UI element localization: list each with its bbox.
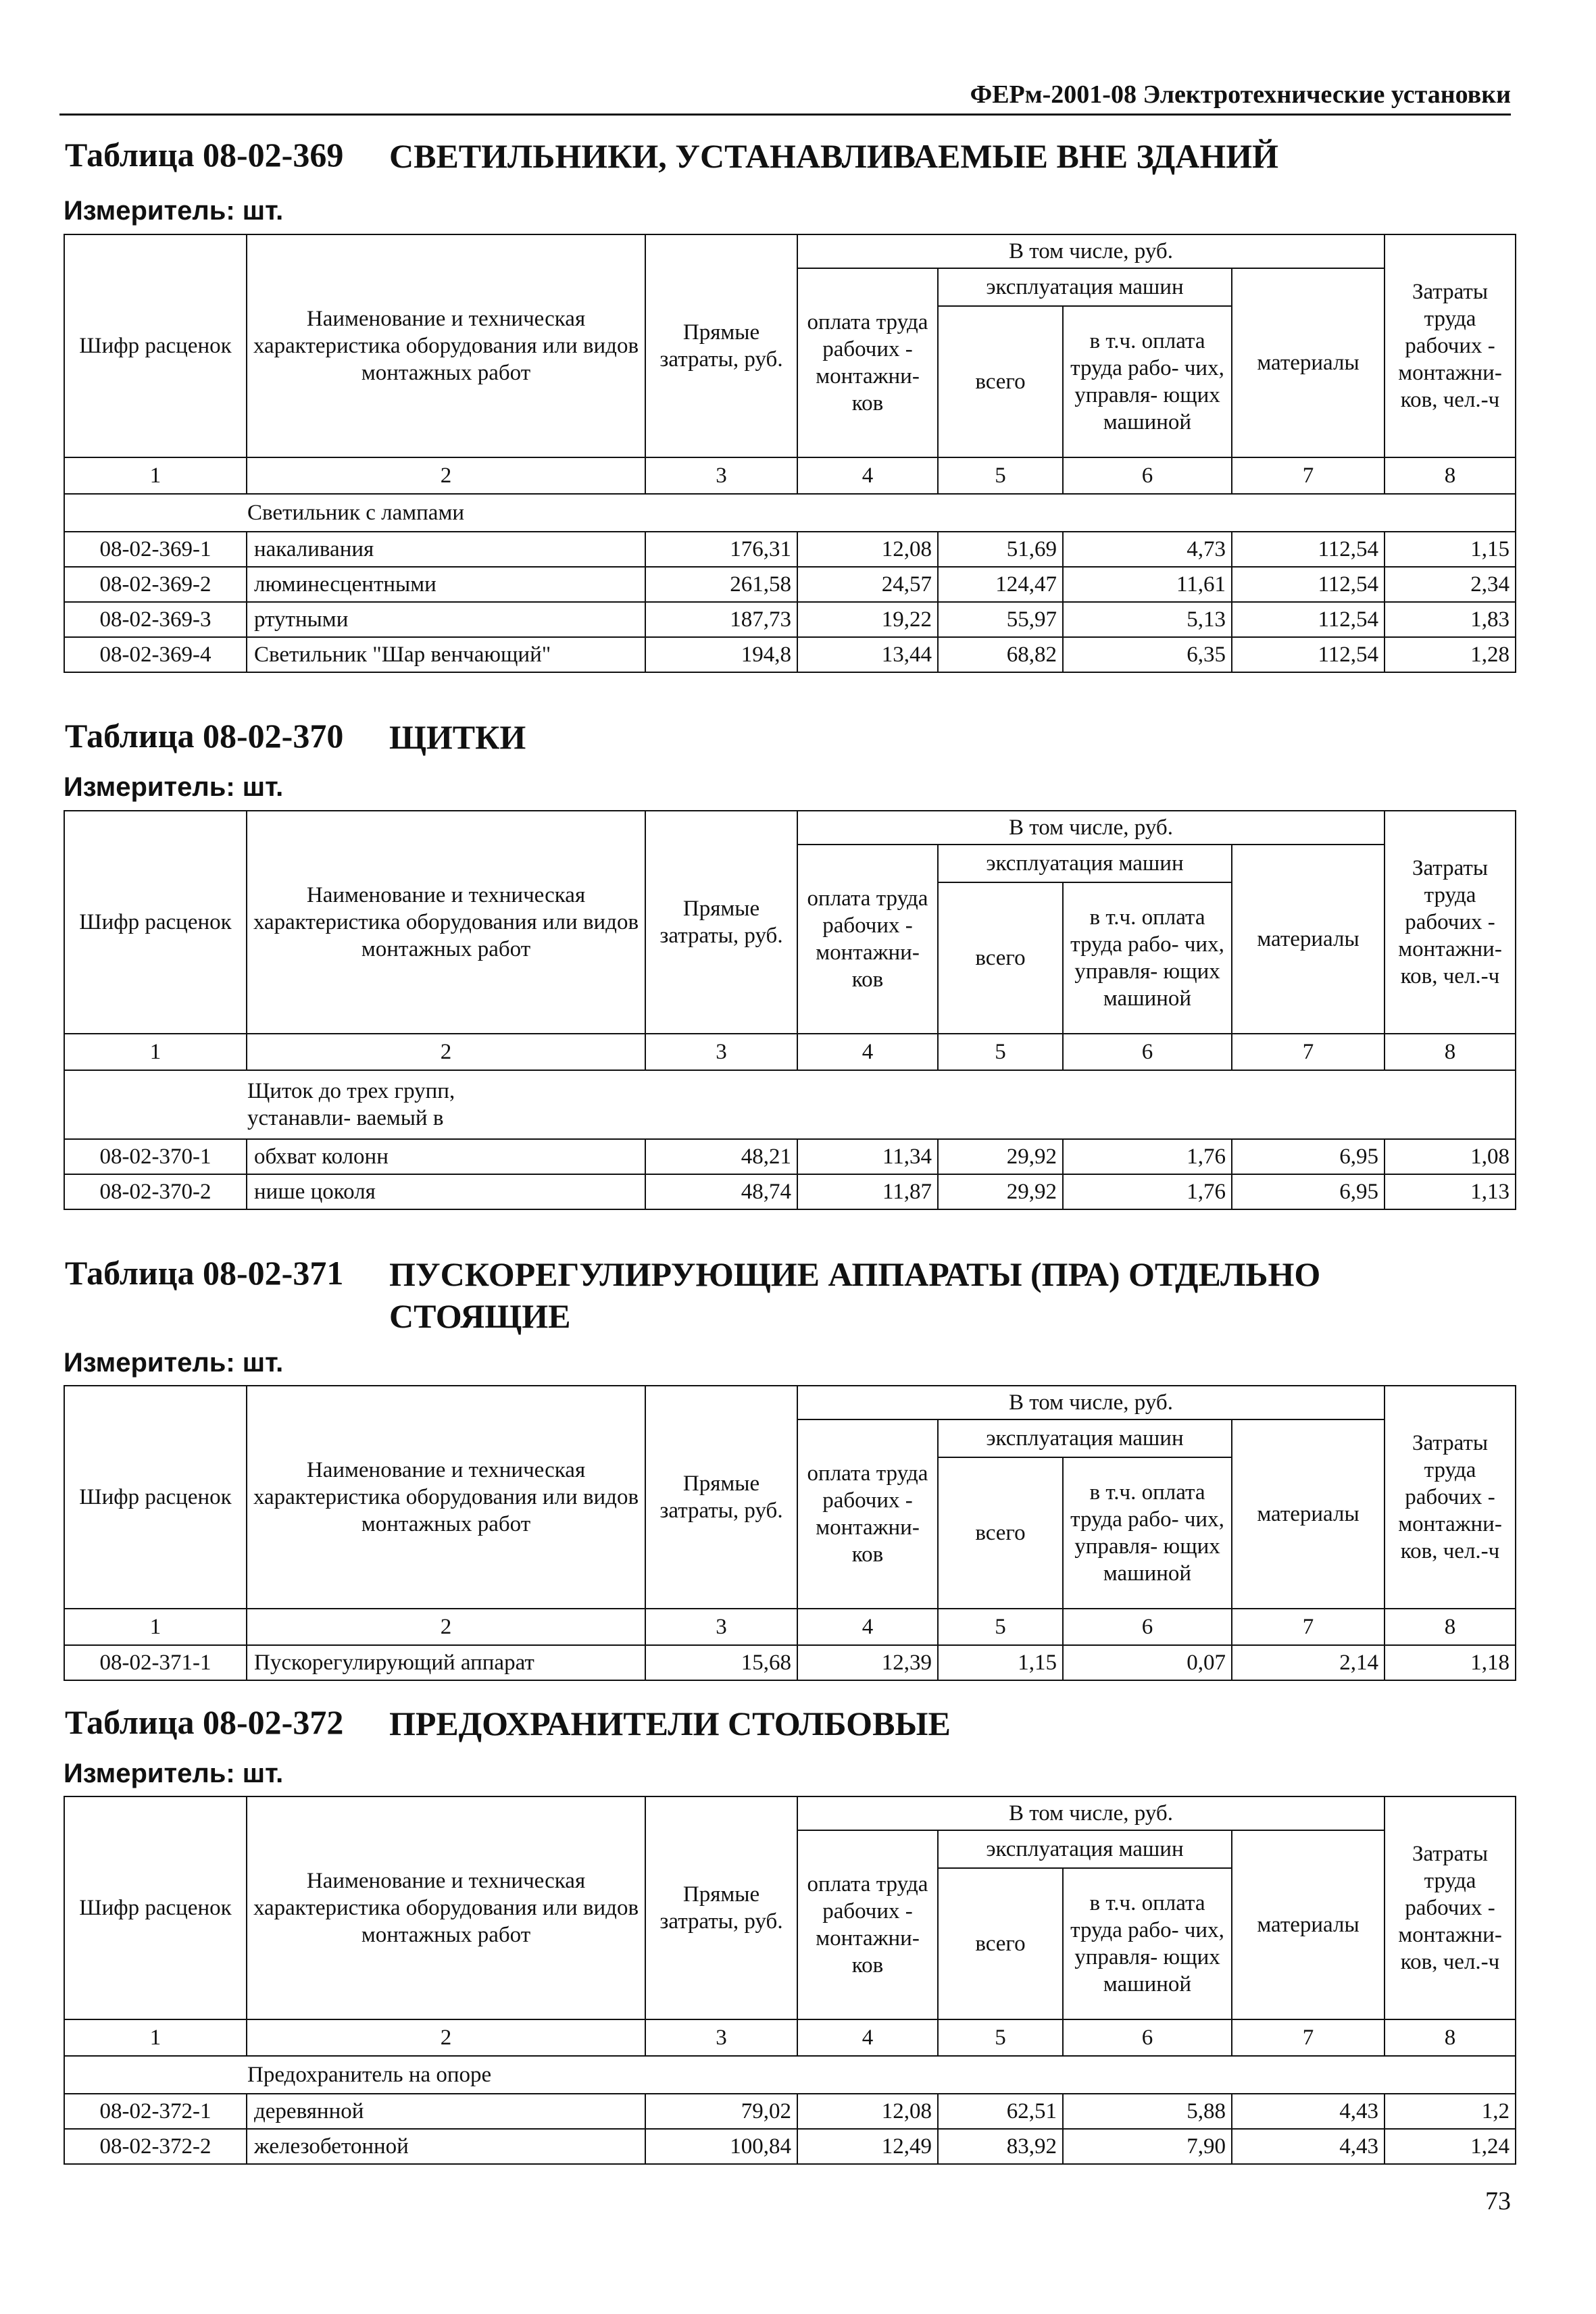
- table-row: [64, 1174, 1516, 1209]
- value-cell: 4,43: [1232, 2094, 1385, 2129]
- value-cell: 5,88: [1063, 2094, 1232, 2129]
- value-cell: 6,95: [1232, 1139, 1385, 1174]
- header-name: Наименование и техническая характеристика оборудования или видов монтажных работ: [247, 234, 645, 457]
- rate-code: 08-02-369-1: [64, 532, 247, 567]
- value-cell: 24,57: [797, 567, 938, 602]
- value-cell: 11,87: [797, 1174, 938, 1209]
- value-cell: 5,13: [1063, 602, 1232, 637]
- value-cell: 12,08: [797, 532, 938, 567]
- header-machine-wage: в т.ч. оплата труда рабо- чих, управля- ющих машиной: [1063, 1457, 1232, 1609]
- rate-code: 08-02-372-1: [64, 2094, 247, 2129]
- work-name: обхват колонн: [247, 1139, 645, 1174]
- column-number: 2: [247, 457, 645, 494]
- column-number: 8: [1385, 457, 1516, 494]
- work-name: ртутными: [247, 602, 645, 637]
- column-number: 4: [797, 457, 938, 494]
- header-materials: материалы: [1232, 1830, 1385, 2019]
- table-number: Таблица 08-02-372: [65, 1703, 344, 1741]
- header-labor: Затраты труда рабочих - монтажни- ков, чел.-ч: [1385, 1386, 1516, 1609]
- value-cell: 12,08: [797, 2094, 938, 2129]
- header-wage: оплата труда рабочих - монтажни- ков: [797, 268, 938, 457]
- column-number: 5: [938, 457, 1063, 494]
- header-materials: материалы: [1232, 268, 1385, 457]
- value-cell: 112,54: [1232, 637, 1385, 672]
- price-table: [64, 234, 1516, 673]
- group-label: Светильник с лампами: [64, 494, 1516, 532]
- rate-code: 08-02-370-1: [64, 1139, 247, 1174]
- value-cell: 29,92: [938, 1174, 1063, 1209]
- value-cell: 51,69: [938, 532, 1063, 567]
- value-cell: 1,76: [1063, 1174, 1232, 1209]
- value-cell: 1,15: [1385, 532, 1516, 567]
- header-direct-costs: Прямые затраты, руб.: [645, 1386, 797, 1609]
- price-table: [64, 1796, 1516, 2165]
- column-number: 1: [64, 1034, 247, 1070]
- value-cell: 68,82: [938, 637, 1063, 672]
- value-cell: 1,15: [938, 1645, 1063, 1680]
- value-cell: 112,54: [1232, 532, 1385, 567]
- value-cell: 2,34: [1385, 567, 1516, 602]
- column-number: 6: [1063, 457, 1232, 494]
- work-name: Светильник "Шар венчающий": [247, 637, 645, 672]
- value-cell: 100,84: [645, 2129, 797, 2164]
- value-cell: 194,8: [645, 637, 797, 672]
- column-number: 5: [938, 1609, 1063, 1645]
- header-wage: оплата труда рабочих - монтажни- ков: [797, 1419, 938, 1609]
- header-materials: материалы: [1232, 1419, 1385, 1609]
- header-machine-operation: эксплуатация машин: [938, 1419, 1232, 1457]
- header-code: Шифр расценок: [64, 1796, 247, 2019]
- value-cell: 261,58: [645, 567, 797, 602]
- value-cell: 12,49: [797, 2129, 938, 2164]
- value-cell: 124,47: [938, 567, 1063, 602]
- value-cell: 6,95: [1232, 1174, 1385, 1209]
- header-name: Наименование и техническая характеристика оборудования или видов монтажных работ: [247, 1796, 645, 2019]
- value-cell: 12,39: [797, 1645, 938, 1680]
- table-row: [64, 1139, 1516, 1174]
- value-cell: 29,92: [938, 1139, 1063, 1174]
- header-machine-total: всего: [938, 1868, 1063, 2019]
- column-number: 1: [64, 2019, 247, 2056]
- rate-code: 08-02-369-2: [64, 567, 247, 602]
- header-name: Наименование и техническая характеристика оборудования или видов монтажных работ: [247, 1386, 645, 1609]
- value-cell: 176,31: [645, 532, 797, 567]
- table-name: ЩИТКИ: [389, 718, 526, 756]
- value-cell: 79,02: [645, 2094, 797, 2129]
- column-number: 5: [938, 2019, 1063, 2056]
- value-cell: 112,54: [1232, 602, 1385, 637]
- value-cell: 11,34: [797, 1139, 938, 1174]
- running-header: ФЕРм-2001-08 Электротехнические установки: [59, 80, 1511, 116]
- value-cell: 0,07: [1063, 1645, 1232, 1680]
- column-number: 2: [247, 1034, 645, 1070]
- value-cell: 19,22: [797, 602, 938, 637]
- header-code: Шифр расценок: [64, 811, 247, 1034]
- column-number: 2: [247, 2019, 645, 2056]
- column-number: 6: [1063, 1609, 1232, 1645]
- header-machine-total: всего: [938, 882, 1063, 1034]
- header-including: В том числе, руб.: [797, 811, 1385, 845]
- value-cell: 1,08: [1385, 1139, 1516, 1174]
- header-materials: материалы: [1232, 845, 1385, 1034]
- column-number: 4: [797, 1034, 938, 1070]
- value-cell: 1,76: [1063, 1139, 1232, 1174]
- header-including: В том числе, руб.: [797, 1386, 1385, 1419]
- group-label: Предохранитель на опоре: [64, 2056, 1516, 2094]
- header-wage: оплата труда рабочих - монтажни- ков: [797, 1830, 938, 2019]
- table-number: Таблица 08-02-370: [65, 717, 344, 755]
- measurement-unit: Измеритель: шт.: [64, 1759, 284, 1788]
- header-machine-wage: в т.ч. оплата труда рабо- чих, управля- ющих машиной: [1063, 882, 1232, 1034]
- rate-code: 08-02-372-2: [64, 2129, 247, 2164]
- table-row: [64, 637, 1516, 672]
- table-row: [64, 1645, 1516, 1680]
- column-number: 3: [645, 457, 797, 494]
- work-name: деревянной: [247, 2094, 645, 2129]
- value-cell: 48,74: [645, 1174, 797, 1209]
- price-table: [64, 1385, 1516, 1681]
- table-row: [64, 532, 1516, 567]
- column-number: 6: [1063, 2019, 1232, 2056]
- value-cell: 2,14: [1232, 1645, 1385, 1680]
- measurement-unit: Измеритель: шт.: [64, 772, 284, 802]
- value-cell: 1,83: [1385, 602, 1516, 637]
- table-title: [65, 1253, 1484, 1337]
- header-including: В том числе, руб.: [797, 234, 1385, 268]
- header-code: Шифр расценок: [64, 1386, 247, 1609]
- measurement-unit: Измеритель: шт.: [64, 196, 284, 226]
- header-machine-total: всего: [938, 1457, 1063, 1609]
- header-wage: оплата труда рабочих - монтажни- ков: [797, 845, 938, 1034]
- value-cell: 13,44: [797, 637, 938, 672]
- rate-code: 08-02-369-3: [64, 602, 247, 637]
- table-row: [64, 602, 1516, 637]
- value-cell: 187,73: [645, 602, 797, 637]
- value-cell: 62,51: [938, 2094, 1063, 2129]
- header-machine-total: всего: [938, 306, 1063, 457]
- value-cell: 4,43: [1232, 2129, 1385, 2164]
- value-cell: 6,35: [1063, 637, 1232, 672]
- column-number: 7: [1232, 457, 1385, 494]
- header-machine-operation: эксплуатация машин: [938, 1830, 1232, 1868]
- table-name: ПУСКОРЕГУЛИРУЮЩИЕ АППАРАТЫ (ПРА) ОТДЕЛЬНО СТОЯЩИЕ: [389, 1255, 1321, 1335]
- column-number: 8: [1385, 1034, 1516, 1070]
- table-title: [65, 135, 1484, 177]
- value-cell: 11,61: [1063, 567, 1232, 602]
- work-name: нише цоколя: [247, 1174, 645, 1209]
- rate-code: 08-02-369-4: [64, 637, 247, 672]
- value-cell: 7,90: [1063, 2129, 1232, 2164]
- column-number: 3: [645, 2019, 797, 2056]
- column-number: 7: [1232, 1034, 1385, 1070]
- column-number: 3: [645, 1034, 797, 1070]
- value-cell: 15,68: [645, 1645, 797, 1680]
- value-cell: 112,54: [1232, 567, 1385, 602]
- table-row: [64, 567, 1516, 602]
- column-number: 4: [797, 1609, 938, 1645]
- value-cell: 48,21: [645, 1139, 797, 1174]
- value-cell: 4,73: [1063, 532, 1232, 567]
- value-cell: 83,92: [938, 2129, 1063, 2164]
- value-cell: 1,13: [1385, 1174, 1516, 1209]
- group-label: Щиток до трех групп, устанавли- ваемый в: [64, 1070, 1516, 1139]
- rate-code: 08-02-370-2: [64, 1174, 247, 1209]
- column-number: 1: [64, 1609, 247, 1645]
- column-number: 2: [247, 1609, 645, 1645]
- table-row: [64, 2094, 1516, 2129]
- column-number: 7: [1232, 2019, 1385, 2056]
- column-number: 1: [64, 457, 247, 494]
- table-name: СВЕТИЛЬНИКИ, УСТАНАВЛИВАЕМЫЕ ВНЕ ЗДАНИЙ: [389, 137, 1279, 175]
- table-number: Таблица 08-02-369: [65, 136, 344, 174]
- work-name: Пускорегулирующий аппарат: [247, 1645, 645, 1680]
- column-number: 5: [938, 1034, 1063, 1070]
- value-cell: 1,28: [1385, 637, 1516, 672]
- header-name: Наименование и техническая характеристика оборудования или видов монтажных работ: [247, 811, 645, 1034]
- work-name: железобетонной: [247, 2129, 645, 2164]
- header-labor: Затраты труда рабочих - монтажни- ков, чел.-ч: [1385, 811, 1516, 1034]
- table-row: [64, 2129, 1516, 2164]
- table-title: [65, 1703, 1484, 1744]
- rate-code: 08-02-371-1: [64, 1645, 247, 1680]
- column-number: 3: [645, 1609, 797, 1645]
- page-number: 73: [1485, 2187, 1511, 2215]
- price-table: [64, 810, 1516, 1210]
- header-code: Шифр расценок: [64, 234, 247, 457]
- table-number: Таблица 08-02-371: [65, 1254, 344, 1292]
- header-direct-costs: Прямые затраты, руб.: [645, 811, 797, 1034]
- header-labor: Затраты труда рабочих - монтажни- ков, чел.-ч: [1385, 234, 1516, 457]
- value-cell: 1,2: [1385, 2094, 1516, 2129]
- value-cell: 55,97: [938, 602, 1063, 637]
- table-title: [65, 716, 1484, 758]
- column-number: 8: [1385, 2019, 1516, 2056]
- column-number: 7: [1232, 1609, 1385, 1645]
- header-including: В том числе, руб.: [797, 1796, 1385, 1830]
- header-labor: Затраты труда рабочих - монтажни- ков, чел.-ч: [1385, 1796, 1516, 2019]
- header-direct-costs: Прямые затраты, руб.: [645, 1796, 797, 2019]
- value-cell: 1,18: [1385, 1645, 1516, 1680]
- value-cell: 1,24: [1385, 2129, 1516, 2164]
- header-machine-operation: эксплуатация машин: [938, 268, 1232, 306]
- header-machine-wage: в т.ч. оплата труда рабо- чих, управля- ющих машиной: [1063, 306, 1232, 457]
- header-machine-wage: в т.ч. оплата труда рабо- чих, управля- ющих машиной: [1063, 1868, 1232, 2019]
- header-machine-operation: эксплуатация машин: [938, 845, 1232, 882]
- column-number: 6: [1063, 1034, 1232, 1070]
- table-name: ПРЕДОХРАНИТЕЛИ СТОЛБОВЫЕ: [389, 1705, 951, 1742]
- column-number: 4: [797, 2019, 938, 2056]
- header-direct-costs: Прямые затраты, руб.: [645, 234, 797, 457]
- column-number: 8: [1385, 1609, 1516, 1645]
- work-name: люминесцентными: [247, 567, 645, 602]
- measurement-unit: Измеритель: шт.: [64, 1348, 284, 1378]
- work-name: накаливания: [247, 532, 645, 567]
